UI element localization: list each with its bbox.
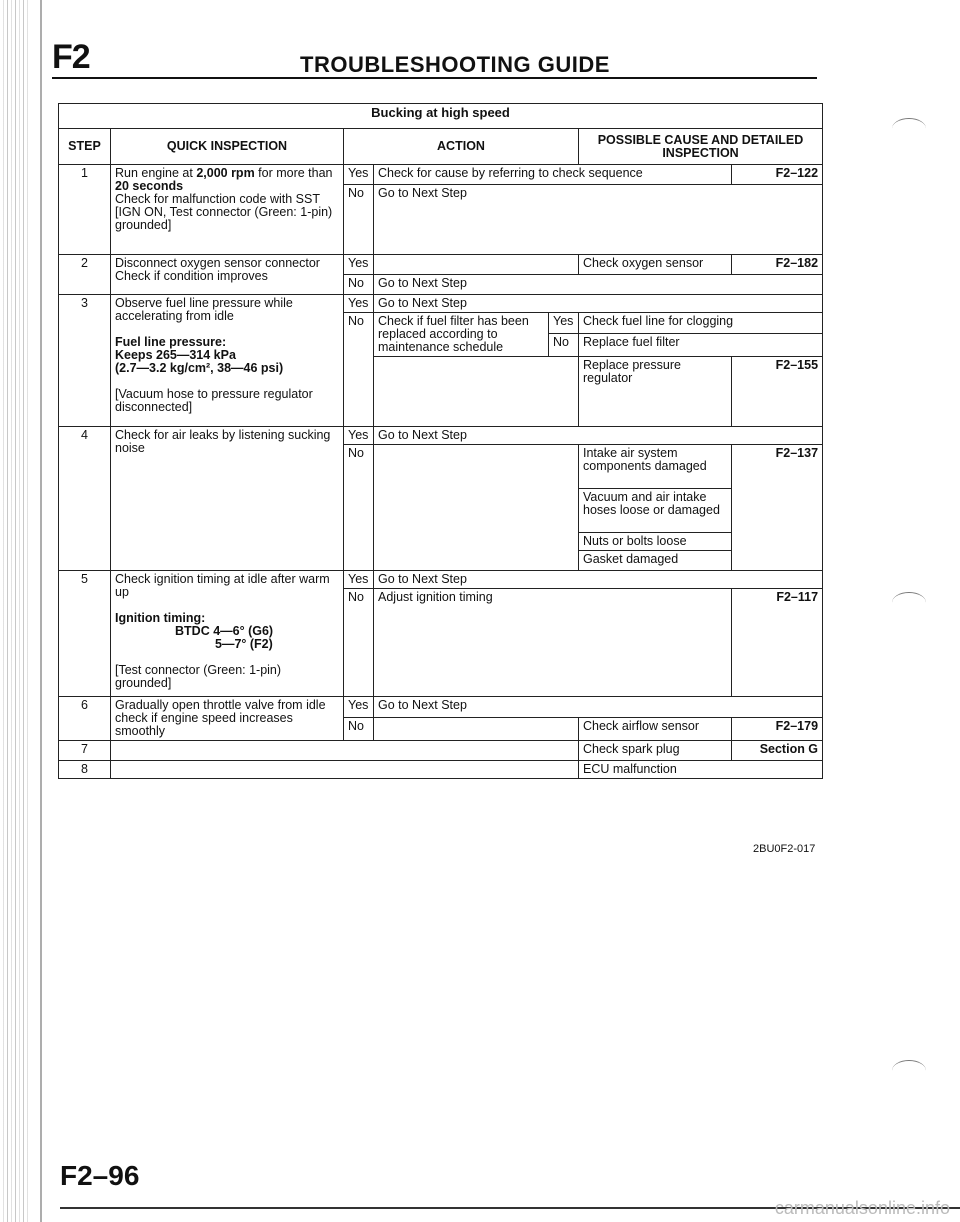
step-number: 3 xyxy=(59,295,111,427)
page-ref: F2–117 xyxy=(732,589,823,697)
yes-label: Yes xyxy=(344,165,374,185)
col-header-step: STEP xyxy=(59,129,111,165)
no-label: No xyxy=(344,185,374,255)
quick-inspection-cell: Run engine at 2,000 rpm for more than 20 seconds Check for malfunction code with SST [IGN ON, Test connector (Green: 1-pin) grounded] xyxy=(111,165,344,255)
action-text: Go to Next Step xyxy=(374,697,823,718)
action-text: Go to Next Step xyxy=(374,295,823,313)
col-header-quick-inspection: QUICK INSPECTION xyxy=(111,129,344,165)
empty-cell xyxy=(374,255,579,275)
page-ref: F2–137 xyxy=(732,445,823,571)
yes-label: Yes xyxy=(344,427,374,445)
page-ref: F2–179 xyxy=(732,717,823,740)
no-label: No xyxy=(344,717,374,740)
empty-cell xyxy=(111,741,579,761)
action-text: Go to Next Step xyxy=(374,427,823,445)
no-label: No xyxy=(549,333,579,356)
scan-mark xyxy=(892,118,926,139)
yes-label: Yes xyxy=(344,571,374,589)
watermark: carmanualsonline.info xyxy=(774,1198,950,1218)
page-ref: Section G xyxy=(732,741,823,761)
page-ref: F2–182 xyxy=(732,255,823,275)
empty-cell xyxy=(374,357,579,427)
scan-mark xyxy=(892,1060,926,1081)
cause-text: Replace fuel filter xyxy=(579,333,823,356)
action-text: Adjust ignition timing xyxy=(374,589,732,697)
cause-text: ECU malfunction xyxy=(579,761,823,779)
cause-text: Vacuum and air intake hoses loose or damaged xyxy=(579,489,732,533)
yes-label: Yes xyxy=(344,697,374,718)
cause-text: Check oxygen sensor xyxy=(579,255,732,275)
cause-text: Intake air system components damaged xyxy=(579,445,732,489)
cause-text: Check spark plug xyxy=(579,741,732,761)
header-rule xyxy=(52,77,817,79)
empty-cell xyxy=(111,761,579,779)
scan-mark xyxy=(892,592,926,613)
no-label: No xyxy=(344,589,374,697)
yes-label: Yes xyxy=(344,255,374,275)
troubleshooting-table xyxy=(58,103,823,779)
page-ref: F2–122 xyxy=(732,165,823,185)
no-label: No xyxy=(344,313,374,427)
quick-inspection-cell: Check for air leaks by listening sucking noise xyxy=(111,427,344,571)
page-ref: F2–155 xyxy=(732,357,823,427)
action-text: Go to Next Step xyxy=(374,571,823,589)
action-text: Go to Next Step xyxy=(374,275,823,295)
sub-check-cell: Check if fuel filter has been replaced according to maintenance schedule xyxy=(374,313,549,357)
cause-text: Nuts or bolts loose xyxy=(579,533,732,551)
cause-text: Gasket damaged xyxy=(579,551,732,571)
scan-binding-edge xyxy=(0,0,28,1222)
empty-cell xyxy=(374,445,579,571)
empty-cell xyxy=(374,717,579,740)
step-number: 2 xyxy=(59,255,111,295)
page-number: F2–96 xyxy=(60,1160,140,1191)
col-header-action: ACTION xyxy=(344,129,579,165)
no-label: No xyxy=(344,445,374,571)
step-number: 6 xyxy=(59,697,111,741)
quick-inspection-cell: Observe fuel line pressure while accelerating from idle Fuel line pressure: Keeps 265—314 kPa (2.7—3.2 kg/cm², 38—46 psi) [Vacuum hose to pressure regulator disconnected] xyxy=(111,295,344,427)
quick-inspection-cell: Gradually open throttle valve from idle check if engine speed increases smoothly xyxy=(111,697,344,741)
table-title: Bucking at high speed xyxy=(59,104,823,129)
cause-text: Replace pressure regulator xyxy=(579,357,732,427)
figure-reference: 2BU0F2-017 xyxy=(753,843,816,855)
page-title: TROUBLESHOOTING GUIDE xyxy=(300,52,610,77)
step-number: 4 xyxy=(59,427,111,571)
scan-binding-line xyxy=(40,0,42,1222)
yes-label: Yes xyxy=(549,313,579,334)
step-number: 8 xyxy=(59,761,111,779)
no-label: No xyxy=(344,275,374,295)
step-number: 7 xyxy=(59,741,111,761)
action-text: Check for cause by referring to check sequence xyxy=(374,165,732,185)
action-text: Go to Next Step xyxy=(374,185,823,255)
section-label: F2 xyxy=(52,38,90,76)
quick-inspection-cell: Disconnect oxygen sensor connector Check if condition improves xyxy=(111,255,344,295)
step-number: 1 xyxy=(59,165,111,255)
col-header-cause: POSSIBLE CAUSE AND DETAILED INSPECTION xyxy=(579,129,823,165)
yes-label: Yes xyxy=(344,295,374,313)
quick-inspection-cell: Check ignition timing at idle after warm up Ignition timing: BTDC 4—6° (G6) 5—7° (F2) [Test connector (Green: 1-pin) grounded] xyxy=(111,571,344,697)
cause-text: Check airflow sensor xyxy=(579,717,732,740)
step-number: 5 xyxy=(59,571,111,697)
cause-text: Check fuel line for clogging xyxy=(579,313,823,334)
